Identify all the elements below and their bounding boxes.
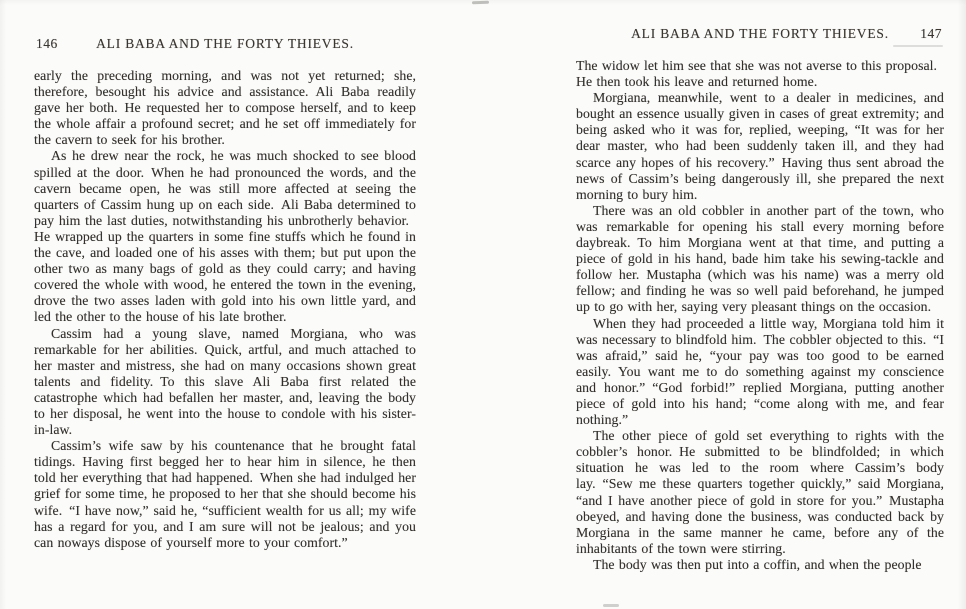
- paragraph: There was an old cobbler in another part of the town, who was remarkable for opening his stall every morning before daybreak. To him Morgiana went at that time, and putting a piece of gold in his hand, bade him take his sewing-tackle and follow her. Mustapha (which was his name) was a merry old fellow; and finding he was so well paid beforehand, he jumped up to go with her, saying very pleasant things on the occasion.: [576, 202, 944, 315]
- paragraph: Cassim had a young slave, named Morgiana, who was remarkable for her abilities. Quick, artful, and much attached to her master and mistress, she had on many occasions shown great talents and fidelity. To this slave Ali Baba first related the catastrophe which had befallen her master, and, leaving the body to her disposal, he went into the house to condole with his sister-in-law.: [34, 325, 416, 438]
- running-title: ALI BABA AND THE FORTY THIEVES.: [96, 36, 354, 51]
- page-body: [576, 58, 944, 573]
- scan-artifact-mark: [472, 1, 489, 5]
- running-title: ALI BABA AND THE FORTY THIEVES.: [631, 26, 889, 41]
- paragraph: As he drew near the rock, he was much shocked to see blood spilled at the door. When he had pronounced the words, and the cavern became open, he was still more affected at seeing the quarters of Cassim hung up on each side. Ali Baba determined to pay him the last duties, notwithstanding his unbrotherly behavior. He wrapped up the quarters in some fine stuffs which he found in the cave, and loaded one of his asses with them; but put upon the other two as many bags of gold as they could carry; and having covered the whole with wood, he entered the town in the evening, drove the two asses laden with gold into his own little yard, and led the other to the house of his late brother.: [34, 148, 416, 325]
- page-header: [576, 26, 944, 44]
- paragraph: early the preceding morning, and was not yet returned; she, therefore, besought his advice and assistance. Ali Baba readily gave her both. He requested her to compose herself, and to keep the whole affair a profound secret; and he set off immediately for the cavern to seek for his brother.: [34, 68, 416, 148]
- paragraph: When they had proceeded a little way, Morgiana told him it was necessary to blindfold him. The cobbler objected to this. “I was afraid,” said he, “your pay was too good to be earned easily. You want me to do something against my conscience and honor.” “God forbid!” replied Morgiana, putting another piece of gold into his hand; “come along with me, and fear nothing.”: [576, 315, 944, 428]
- page-146: [34, 36, 416, 551]
- page-header: [34, 36, 416, 54]
- page-number: 146: [36, 36, 58, 51]
- paragraph: Morgiana, meanwhile, went to a dealer in medicines, and bought an essence usually given in cases of great extremity; and being asked who it was for, replied, weeping, “It was for her dear master, who had been suddenly taken ill, and they had scarce any hopes of his recovery.” Having thus sent abroad the news of Cassim’s being dangerously ill, she prepared the next morning to bury him.: [576, 90, 944, 202]
- paragraph: The other piece of gold set everything to rights with the cobbler’s honor. He submitted to be blindfolded; in which situation he was led to the room where Cassim’s body lay. “Sew me these quarters together quickly,” said Morgiana, “and I have another piece of gold in store for you.” Mustapha obeyed, and having done the business, was conducted back by Morgiana in the same manner he came, before any of the inhabitants of the town were stirring.: [576, 428, 944, 556]
- paragraph: The widow let him see that she was not averse to this proposal. He then took his leave and returned home.: [576, 58, 944, 90]
- paragraph: Cassim’s wife saw by his countenance that he brought fatal tidings. Having first begged her to hear him in silence, he then told her everything that had happened. When she had indulged her grief for some time, he proposed to her that she should become his wife. “I have now,” said he, “sufficient wealth for us all; my wife has a regard for you, and I am sure will not be jealous; and you can noways dispose of yourself more to your comfort.”: [34, 438, 416, 550]
- paragraph: The body was then put into a coffin, and when the people: [593, 556, 922, 572]
- scan-artifact-mark: [603, 604, 619, 607]
- page-number: 147: [920, 26, 942, 41]
- page-body: [34, 68, 416, 551]
- page-147: [576, 26, 944, 573]
